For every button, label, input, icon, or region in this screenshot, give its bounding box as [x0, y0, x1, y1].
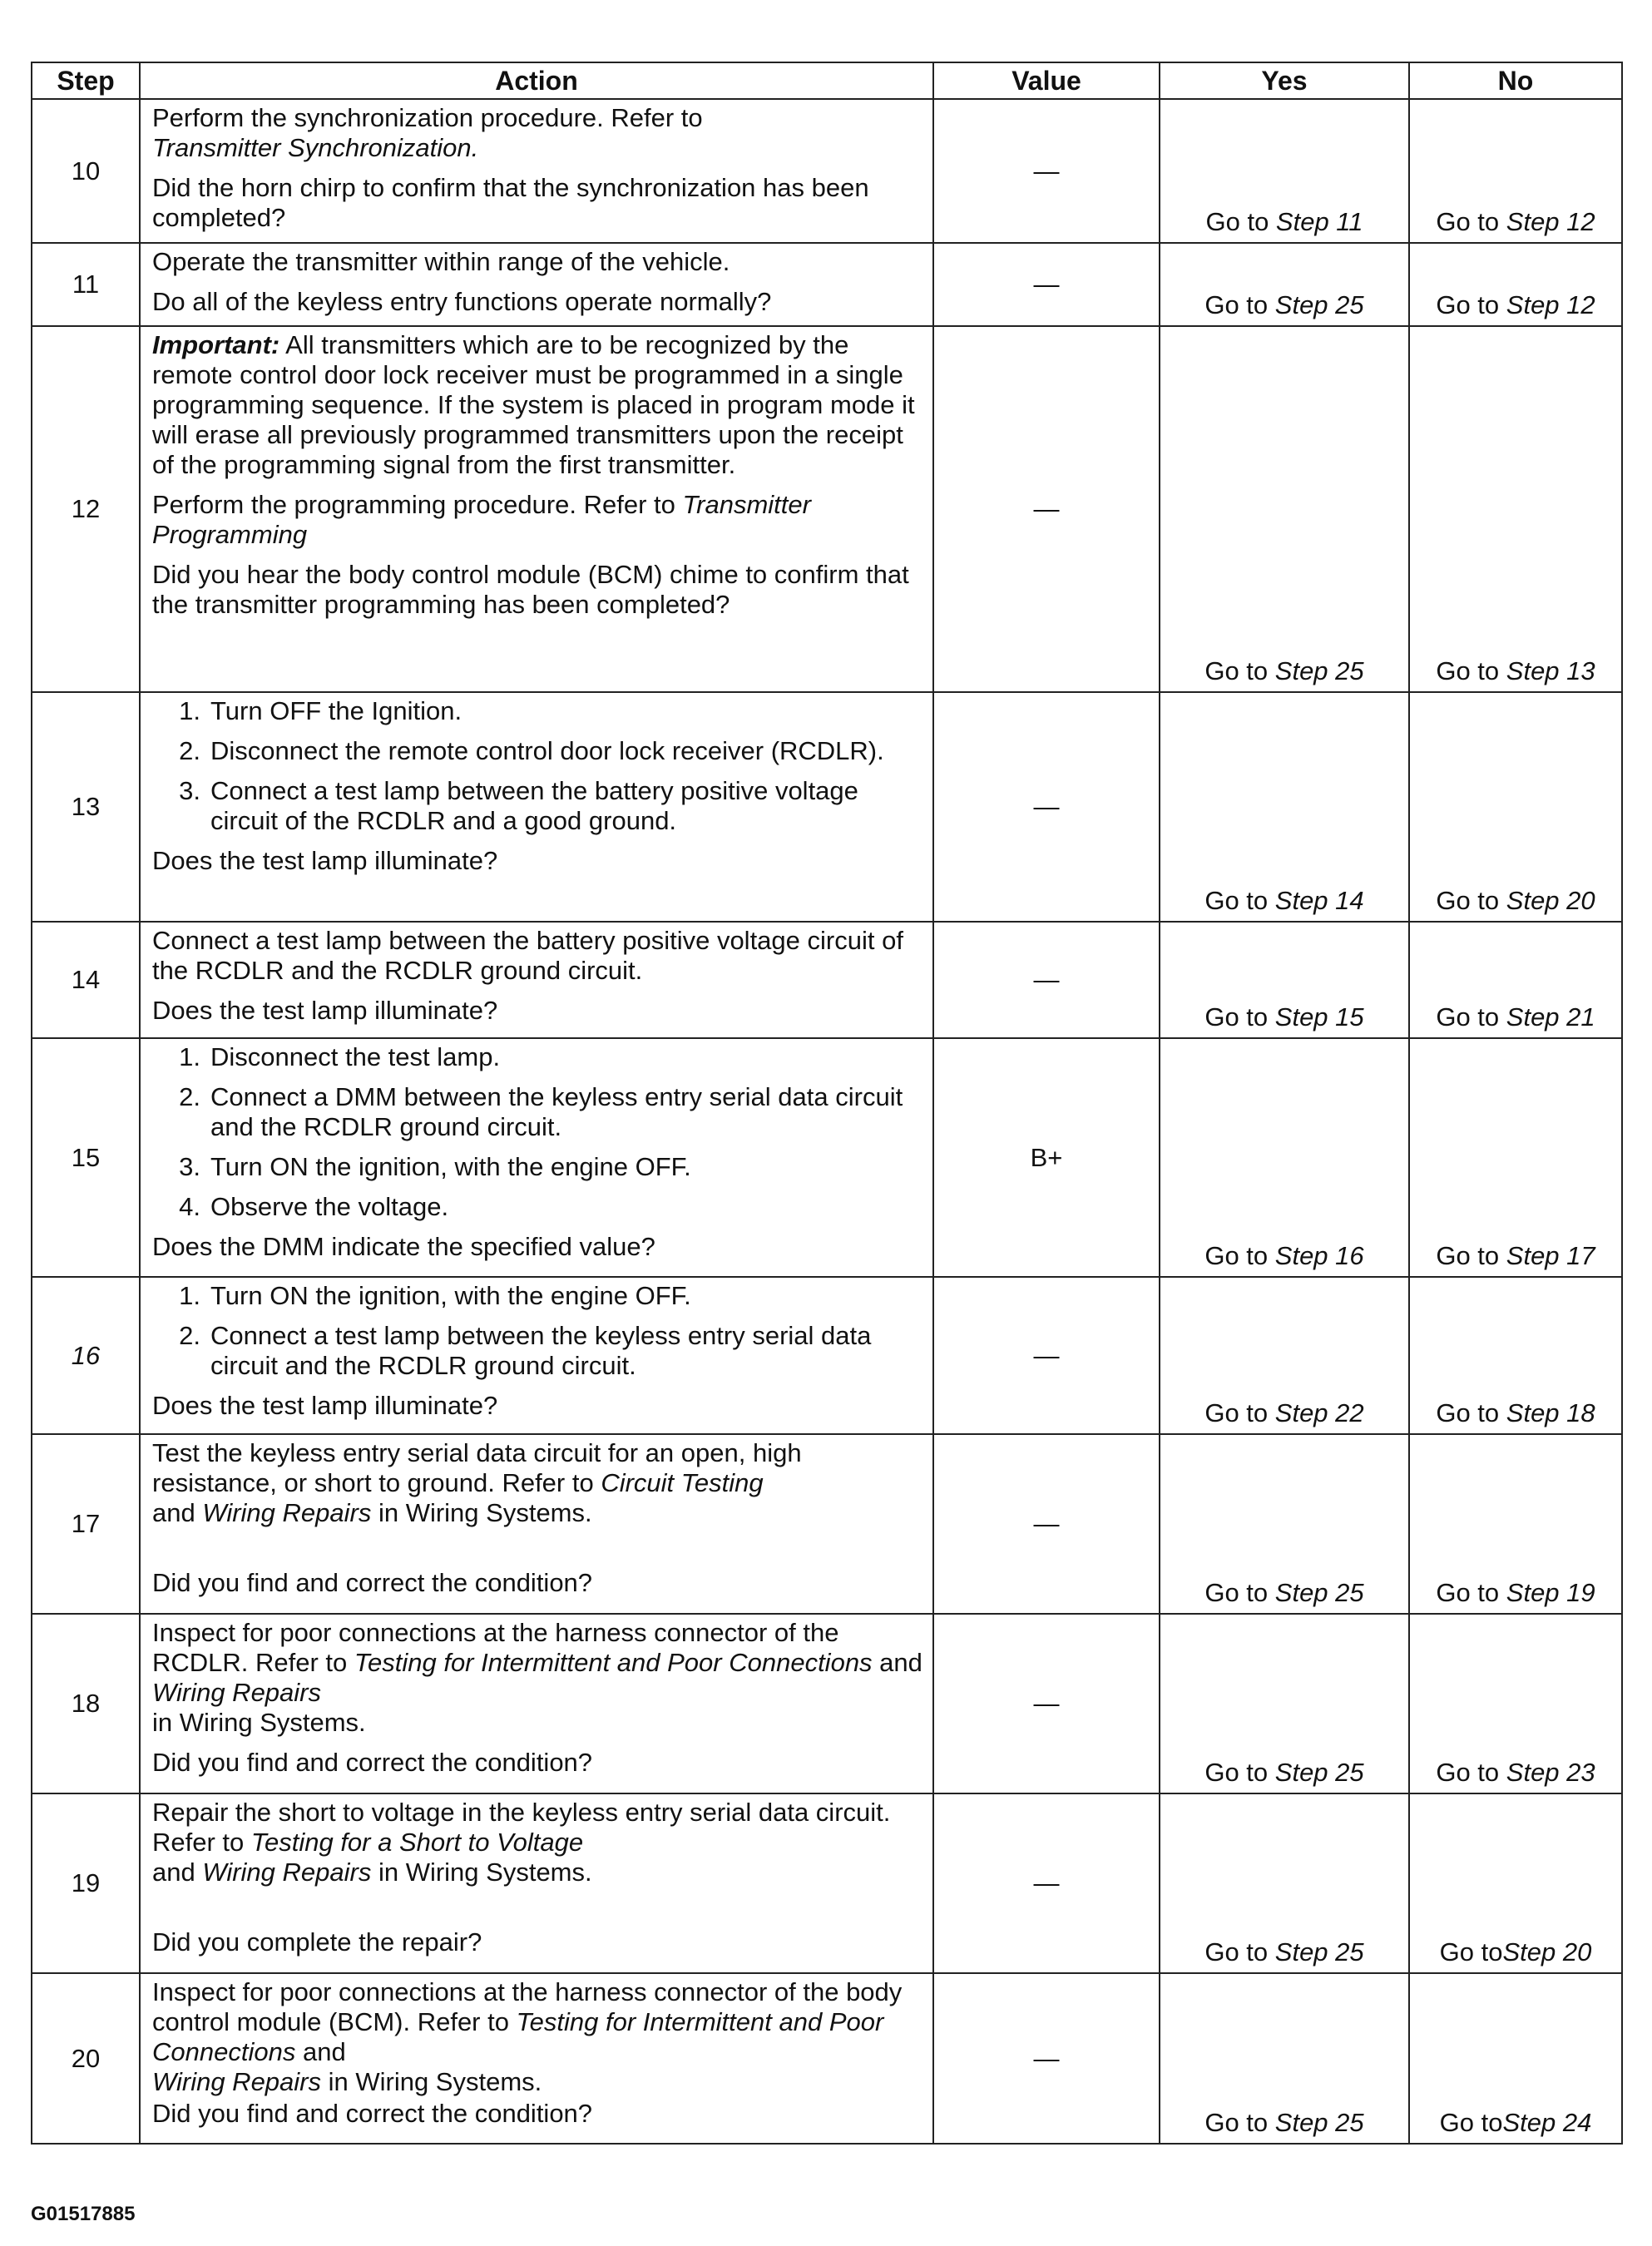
list-item: 2. Disconnect the remote control door lock receiver (RCDLR).	[179, 736, 884, 765]
no-cell	[1409, 1434, 1622, 1614]
action-ref: Wiring Repairs	[152, 2067, 321, 2096]
yes-prefix: Go to	[1204, 1578, 1275, 1607]
action-cell	[140, 1038, 933, 1277]
action-question: Did you find and correct the condition?	[152, 1568, 593, 1597]
action-list	[152, 1042, 922, 1222]
yes-prefix: Go to	[1204, 290, 1275, 319]
value-cell: —	[933, 1793, 1160, 1973]
yes-step-link[interactable]: Step 15	[1274, 1002, 1364, 1031]
value-cell: —	[933, 1434, 1160, 1614]
action-text: and	[295, 2037, 346, 2066]
action-text: Repair the short to voltage in the keyless entry serial data circuit. Refer to	[152, 1798, 891, 1857]
yes-step-link[interactable]: Step 25	[1274, 1758, 1364, 1787]
no-cell	[1409, 1793, 1622, 1973]
value-cell: B+	[933, 1038, 1160, 1277]
list-item: 3. Connect a test lamp between the battery positive voltage circuit of the RCDLR and a good ground.	[179, 776, 858, 835]
no-step-link[interactable]: Step 23	[1506, 1758, 1595, 1787]
action-text: Connect a test lamp between the battery positive voltage circuit of the RCDLR and the RCDLR ground circuit.	[152, 926, 903, 985]
no-cell	[1409, 1614, 1622, 1793]
action-question: Does the DMM indicate the specified value?	[152, 1232, 655, 1261]
step-number: 18	[32, 1614, 140, 1793]
yes-cell	[1160, 692, 1409, 922]
no-prefix: Go to	[1436, 1002, 1506, 1031]
value-cell: —	[933, 326, 1160, 692]
yes-prefix: Go to	[1204, 1002, 1275, 1031]
value-cell: —	[933, 1277, 1160, 1434]
step-number: 12	[32, 326, 140, 692]
yes-prefix: Go to	[1204, 1937, 1275, 1966]
action-text: and	[152, 1858, 203, 1887]
value-cell: —	[933, 922, 1160, 1038]
yes-step-link[interactable]: Step 16	[1274, 1241, 1364, 1270]
yes-cell	[1160, 1793, 1409, 1973]
no-step-link[interactable]: Step 18	[1506, 1398, 1595, 1427]
action-cell	[140, 99, 933, 243]
yes-step-link[interactable]: Step 25	[1274, 2108, 1364, 2137]
action-ref: Wiring Repairs	[152, 1678, 321, 1707]
no-step-link[interactable]: Step 24	[1502, 2108, 1592, 2137]
action-list	[152, 696, 922, 836]
action-text: Inspect for poor connections at the harness connector of the body control module (BCM). Refer to	[152, 1977, 903, 2036]
list-item: 4. Observe the voltage.	[179, 1192, 449, 1221]
no-step-link[interactable]: Step 20	[1502, 1937, 1592, 1966]
step-number: 11	[32, 243, 140, 326]
no-cell	[1409, 692, 1622, 922]
action-ref: Testing for Intermittent and Poor Connections	[354, 1648, 873, 1677]
action-cell	[140, 692, 933, 922]
action-question: Does the test lamp illuminate?	[152, 846, 498, 875]
no-step-link[interactable]: Step 17	[1506, 1241, 1595, 1270]
yes-step-link[interactable]: Step 25	[1274, 290, 1364, 319]
yes-cell	[1160, 1973, 1409, 2144]
yes-prefix: Go to	[1204, 1241, 1275, 1270]
action-ref: Wiring Repairs	[202, 1858, 372, 1887]
no-step-link[interactable]: Step 20	[1506, 886, 1595, 915]
yes-cell	[1160, 1614, 1409, 1793]
action-ref: Wiring Repairs	[202, 1498, 372, 1527]
action-text: Test the keyless entry serial data circuit for an open, high resistance, or short to ground. Refer to	[152, 1438, 802, 1497]
important-label: Important:	[152, 330, 280, 359]
yes-prefix: Go to	[1204, 1758, 1275, 1787]
action-ref: Testing for Intermittent and Poor Connections	[152, 2007, 884, 2066]
action-text: Perform the programming procedure. Refer to	[152, 490, 683, 519]
list-item: 2. Connect a test lamp between the keyless entry serial data circuit and the RCDLR ground circuit.	[179, 1321, 872, 1380]
table-row	[32, 326, 1622, 692]
table-row	[32, 1973, 1622, 2144]
header-yes: Yes	[1160, 62, 1409, 99]
value-cell: —	[933, 99, 1160, 243]
value-cell: —	[933, 243, 1160, 326]
action-text: in Wiring Systems.	[321, 2067, 542, 2096]
table-header-row	[32, 62, 1622, 99]
yes-step-link[interactable]: Step 14	[1274, 886, 1364, 915]
no-cell	[1409, 1277, 1622, 1434]
yes-cell	[1160, 1038, 1409, 1277]
action-text: and	[872, 1648, 922, 1677]
action-cell	[140, 1277, 933, 1434]
action-text: in Wiring Systems.	[371, 1498, 592, 1527]
yes-step-link[interactable]: Step 22	[1274, 1398, 1364, 1427]
yes-cell	[1160, 243, 1409, 326]
action-cell	[140, 1614, 933, 1793]
no-prefix: Go to	[1436, 886, 1506, 915]
no-step-link[interactable]: Step 12	[1506, 290, 1595, 319]
no-cell	[1409, 922, 1622, 1038]
action-cell	[140, 1434, 933, 1614]
yes-cell	[1160, 1277, 1409, 1434]
no-prefix: Go to	[1436, 1758, 1506, 1787]
no-prefix: Go to	[1436, 1578, 1506, 1607]
step-number: 16	[32, 1277, 140, 1434]
no-prefix: Go to	[1439, 2108, 1503, 2137]
no-step-link[interactable]: Step 12	[1506, 207, 1595, 236]
action-question: Did you find and correct the condition?	[152, 1748, 593, 1777]
no-prefix: Go to	[1436, 656, 1506, 685]
yes-step-link[interactable]: Step 25	[1274, 1578, 1364, 1607]
action-text: Inspect for poor connections at the harness connector of the RCDLR. Refer to	[152, 1618, 839, 1677]
list-item: 1. Disconnect the test lamp.	[179, 1042, 501, 1071]
action-question: Did you hear the body control module (BCM) chime to confirm that the transmitter programming has been completed?	[152, 560, 909, 619]
action-question: Did the horn chirp to confirm that the synchronization has been completed?	[152, 173, 869, 232]
no-cell	[1409, 243, 1622, 326]
yes-cell	[1160, 1434, 1409, 1614]
no-step-link[interactable]: Step 21	[1506, 1002, 1595, 1031]
action-text: Perform the synchronization procedure. Refer to	[152, 103, 703, 132]
no-step-link[interactable]: Step 13	[1506, 656, 1595, 685]
table-row	[32, 243, 1622, 326]
no-cell	[1409, 326, 1622, 692]
diagnostic-table	[31, 62, 1623, 2145]
action-question: Did you find and correct the condition?	[152, 2099, 593, 2128]
table-row	[32, 1038, 1622, 1277]
action-ref: Transmitter Synchronization.	[152, 133, 479, 162]
figure-code: G01517885	[31, 2203, 136, 2225]
step-number: 17	[32, 1434, 140, 1614]
table-row	[32, 1277, 1622, 1434]
list-item: 2. Connect a DMM between the keyless entry serial data circuit and the RCDLR ground circuit.	[179, 1082, 903, 1141]
value-cell: —	[933, 1973, 1160, 2144]
action-question: Do all of the keyless entry functions operate normally?	[152, 287, 772, 316]
list-item: 1. Turn OFF the Ignition.	[179, 696, 462, 725]
step-number: 19	[32, 1793, 140, 1973]
table-row	[32, 1793, 1622, 1973]
action-text: Operate the transmitter within range of the vehicle.	[152, 247, 730, 276]
table-row	[32, 692, 1622, 922]
list-item: 1. Turn ON the ignition, with the engine OFF.	[179, 1281, 691, 1310]
action-question: Does the test lamp illuminate?	[152, 996, 498, 1025]
no-prefix: Go to	[1436, 290, 1506, 319]
step-number: 13	[32, 692, 140, 922]
action-ref: Testing for a Short to Voltage	[250, 1828, 584, 1857]
action-cell	[140, 1793, 933, 1973]
action-cell	[140, 243, 933, 326]
action-question: Did you complete the repair?	[152, 1927, 482, 1957]
yes-cell	[1160, 326, 1409, 692]
action-text: in Wiring Systems.	[152, 1708, 366, 1737]
value-cell: —	[933, 1614, 1160, 1793]
step-number: 14	[32, 922, 140, 1038]
table-row	[32, 99, 1622, 243]
step-number: 10	[32, 99, 140, 243]
yes-prefix: Go to	[1204, 656, 1275, 685]
header-value: Value	[933, 62, 1160, 99]
no-cell	[1409, 1038, 1622, 1277]
no-prefix: Go to	[1436, 1241, 1506, 1270]
yes-cell	[1160, 99, 1409, 243]
header-step: Step	[32, 62, 140, 99]
no-prefix: Go to	[1439, 1937, 1503, 1966]
no-cell	[1409, 1973, 1622, 2144]
action-cell	[140, 326, 933, 692]
action-question: Does the test lamp illuminate?	[152, 1391, 498, 1420]
action-list	[152, 1281, 922, 1381]
yes-prefix: Go to	[1204, 886, 1275, 915]
yes-prefix: Go to	[1204, 2108, 1275, 2137]
action-text: and	[152, 1498, 203, 1527]
yes-step-link[interactable]: Step 25	[1274, 1937, 1364, 1966]
table-row	[32, 922, 1622, 1038]
action-text: in Wiring Systems.	[371, 1858, 592, 1887]
header-no: No	[1409, 62, 1622, 99]
table-row	[32, 1434, 1622, 1614]
header-action: Action	[140, 62, 933, 99]
no-cell	[1409, 99, 1622, 243]
yes-cell	[1160, 922, 1409, 1038]
table-row	[32, 1614, 1622, 1793]
important-text: All transmitters which are to be recognized by the remote control door lock receiver must be programmed in a single programming sequence. If the system is placed in program mode it will erase all previously programmed transmitters upon the receipt of the programming signal from the first transmitter.	[152, 330, 915, 479]
yes-prefix: Go to	[1204, 1398, 1275, 1427]
action-ref: Transmitter Programming	[152, 490, 811, 549]
yes-prefix: Go to	[1205, 207, 1276, 236]
action-ref: Circuit Testing	[601, 1468, 764, 1497]
action-cell	[140, 1973, 933, 2144]
list-item: 3. Turn ON the ignition, with the engine OFF.	[179, 1152, 691, 1181]
no-prefix: Go to	[1436, 207, 1506, 236]
step-number: 20	[32, 1973, 140, 2144]
value-cell: —	[933, 692, 1160, 922]
no-prefix: Go to	[1436, 1398, 1506, 1427]
step-number: 15	[32, 1038, 140, 1277]
no-step-link[interactable]: Step 19	[1506, 1578, 1595, 1607]
yes-step-link[interactable]: Step 25	[1274, 656, 1364, 685]
action-cell	[140, 922, 933, 1038]
yes-step-link[interactable]: Step 11	[1275, 207, 1363, 236]
